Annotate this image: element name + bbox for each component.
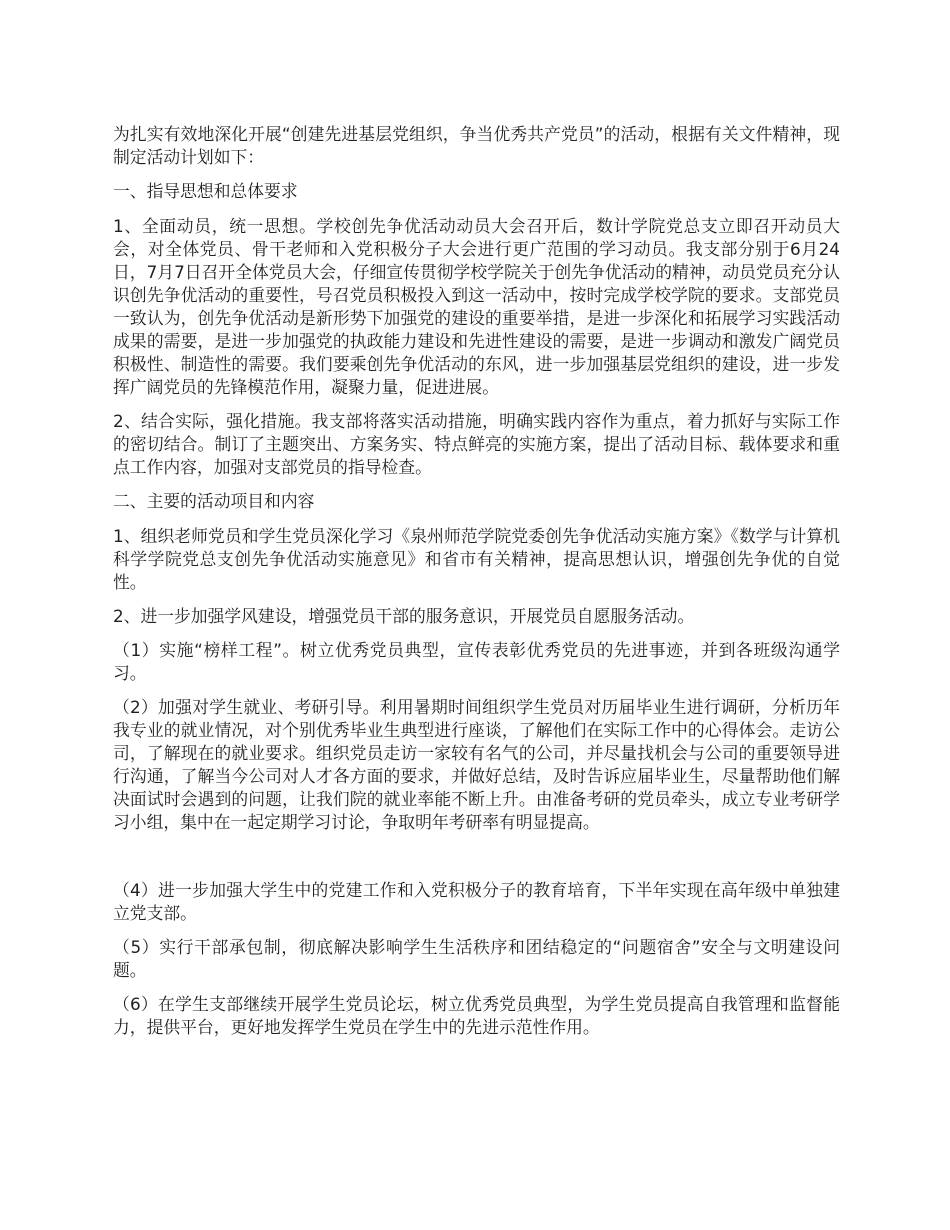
paragraph-study: 1、组织老师党员和学生党员深化学习《泉州师范学院党委创先争优活动实施方案》《数学与计算机科学学院党总支创先争优活动实施意见》和省市有关精神，提高思想认识，增强创先争优的自觉性。: [113, 526, 840, 592]
paragraph-measures: 2、结合实际，强化措施。我支部将落实活动措施，明确实践内容作为重点，着力抓好与实际工作的密切结合。制订了主题突出、方案务实、特点鲜亮的实施方案，提出了活动目标、载体要求和重点工作内容，加强对支部党员的指导检查。: [113, 411, 840, 477]
list-item-party-building: （4）进一步加强大学生中的党建工作和入党积极分子的教育培育，下半年实现在高年级中单独建立党支部。: [113, 880, 840, 923]
paragraph-study-style: 2、进一步加强学风建设，增强党员干部的服务意识，开展党员自愿服务活动。: [113, 606, 695, 626]
list-item-role-model: （1）实施“榜样工程”。树立优秀党员典型，宣传表彰优秀党员的先进事迹，并到各班级沟通学习。: [113, 640, 840, 683]
list-item-student-forum: （6）在学生支部继续开展学生党员论坛，树立优秀党员典型，为学生党员提高自我管理和监督能力，提供平台，更好地发挥学生党员在学生中的先进示范性作用。: [113, 994, 840, 1037]
section-heading-activities: 二、主要的活动项目和内容: [113, 491, 315, 511]
document-body: [113, 123, 840, 1050]
list-item-cadre-contract: （5）实行干部承包制，彻底解决影响学生生活秩序和团结稳定的“问题宿舍”安全与文明建设问题。: [113, 937, 840, 980]
intro-paragraph: 为扎实有效地深化开展“创建先进基层党组织，争当优秀共产党员”的活动，根据有关文件精神，现制定活动计划如下：: [113, 124, 840, 167]
section-heading-guiding-thought: 一、指导思想和总体要求: [113, 181, 298, 201]
list-item-employment-guidance: （2）加强对学生就业、考研引导。利用暑期时间组织学生党员对历届毕业生进行调研，分析历年我专业的就业情况，对个别优秀毕业生典型进行座谈，了解他们在实际工作中的心得体会。走访公司，了解现在的就业要求。组织党员走访一家较有名气的公司，并尽量找机会与公司的重要领导进行沟通，了解当今公司对人才各方面的要求，并做好总结，及时告诉应届毕业生，尽量帮助他们解决面试时会遇到的问题，让我们院的就业率能不断上升。由准备考研的党员牵头，成立专业考研学习小组，集中在一起定期学习讨论，争取明年考研率有明显提高。: [113, 697, 840, 832]
paragraph-mobilization: 1、全面动员，统一思想。学校创先争优活动动员大会召开后，数计学院党总支立即召开动员大会，对全体党员、骨干老师和入党积极分子大会进行更广范围的学习动员。我支部分别于6月24日，7月7日召开全体党员大会，仔细宣传贯彻学校学院关于创先争优活动的精神，动员党员充分认识创先争优活动的重要性，号召党员积极投入到这一活动中，按时完成学校学院的要求。支部党员一致认为，创先争优活动是新形势下加强党的建设的重要举措，是进一步深化和拓展学习实践活动成果的需要，是进一步加强党的执政能力建设和先进性建设的需要，是进一步调动和激发广阔党员积极性、制造性的需要。我们要乘创先争优活动的东风，进一步加强基层党组织的建设，进一步发挥广阔党员的先锋模范作用，凝聚力量，促进进展。: [113, 216, 840, 397]
blank-gap: [113, 845, 840, 879]
